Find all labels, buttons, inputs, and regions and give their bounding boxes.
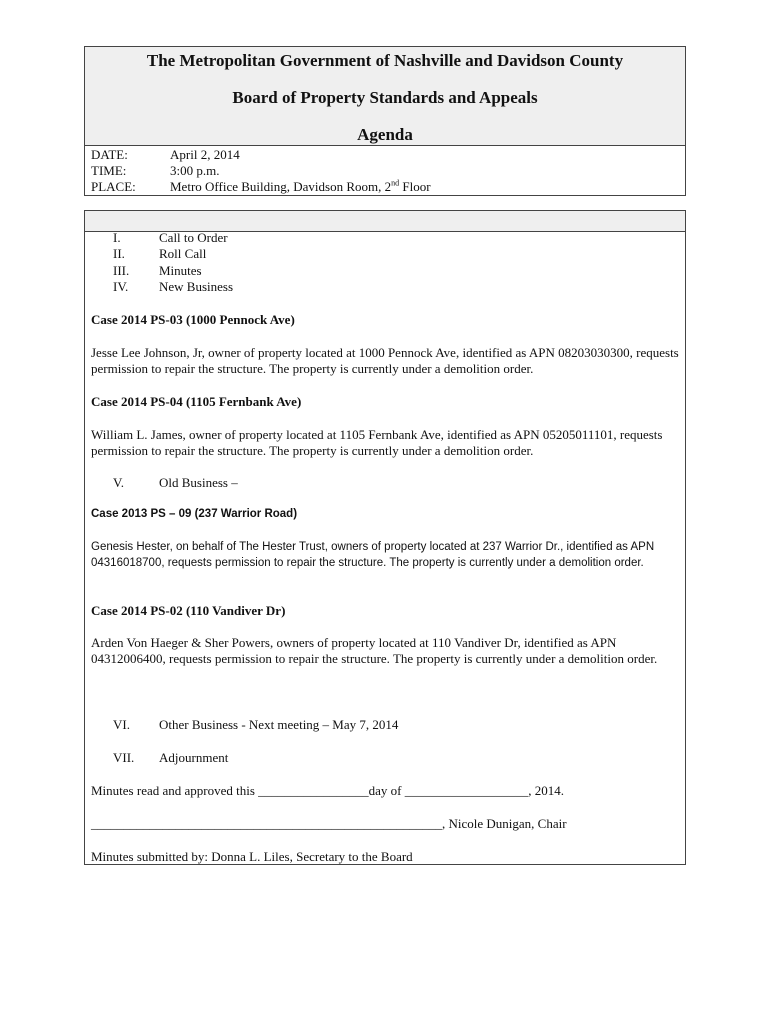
government-title: The Metropolitan Government of Nashville and Davidson County xyxy=(146,51,624,70)
time-label: TIME: xyxy=(91,163,127,178)
case-description: William L. James, owner of property located at 1105 Fernbank Ave, identified as APN 05205011101, requests permission to repair the structure. The property is currently under a demolition order. xyxy=(91,427,663,458)
case-heading: Case 2013 PS – 09 (237 Warrior Road) xyxy=(91,508,298,520)
agenda-title: Agenda xyxy=(357,125,413,144)
case-heading: Case 2014 PS-03 (1000 Pennock Ave) xyxy=(91,312,295,327)
case-description: Genesis Hester, on behalf of The Hester Trust, owners of property located at 237 Warrior Dr., identified as APN 04316018700, requests permission to repair the structure. The property is currently under a demolition order. xyxy=(91,541,655,569)
minutes-approved-line: Minutes read and approved this _________________day of ___________________, 2014. xyxy=(91,783,565,798)
agenda-body-box: I. Call to Order II. Roll Call III. Minutes IV. New Business Case 2014 PS-03 (1000 Pennock Ave) Jesse Lee Johnson, Jr, owner of property located at 1000 Pennock Ave, identified as APN 08203030300, requests permission to repair the structure. The property is currently under a demolition order. Case 2014 PS-04 (1105 Fernbank Ave) William L. James, owner of property located at 1105 Fernbank Ave, identified as APN 05205011101, requests permission to repair the structure. The property is currently under a demolition order. V. Old Business – Case 2013 PS – 09 (237 Warrior Road) Genesis Hester, on behalf of The Hester Trust, owners of property located at 237 Warrior Dr., identified as APN 04316018700, requests permission to repair the structure. The property is currently under a demolition order. Case 2014 PS-02 (110 Vandiver Dr) Arden Von Haeger & Sher Powers, owners of property located at 110 Vandiver Dr, identified as APN 04312006400, requests permission to repair the structure. The property is currently under a demolition order. VI. Other Business - Next meeting – May 7, 2014 VII. Adjournment Minutes read and approved this _________________day of ___________________, 2014. ______________________________________________________, Nicole Dunigan, Chair Minutes submitted by: Donna L. Liles, Secretary to the Board xyxy=(84,210,686,865)
header-box xyxy=(84,46,686,196)
case-description: Jesse Lee Johnson, Jr, owner of property located at 1000 Pennock Ave, identified as APN 08203030300, requests permission to repair the structure. The property is currently under a demolition order. xyxy=(91,345,679,376)
minutes-submitted-line: Minutes submitted by: Donna L. Liles, Secretary to the Board xyxy=(91,849,413,864)
agenda-top-band xyxy=(85,211,685,232)
time-value: 3:00 p.m. xyxy=(170,163,220,178)
place-label: PLACE: xyxy=(91,179,136,194)
date-label: DATE: xyxy=(91,147,128,162)
case-heading: Case 2014 PS-02 (110 Vandiver Dr) xyxy=(91,603,286,618)
place-value: Metro Office Building, Davidson Room, 2nd Floor xyxy=(170,178,431,194)
board-title: Board of Property Standards and Appeals xyxy=(232,88,538,107)
case-heading: Case 2014 PS-04 (1105 Fernbank Ave) xyxy=(91,394,302,409)
case-description: Arden Von Haeger & Sher Powers, owners of property located at 110 Vandiver Dr, identified as APN 04312006400, requests permission to repair the structure. The property is currently under a demolition order. xyxy=(91,635,658,666)
date-value: April 2, 2014 xyxy=(170,147,240,162)
chair-signature-line: ______________________________________________________, Nicole Dunigan, Chair xyxy=(91,816,567,831)
